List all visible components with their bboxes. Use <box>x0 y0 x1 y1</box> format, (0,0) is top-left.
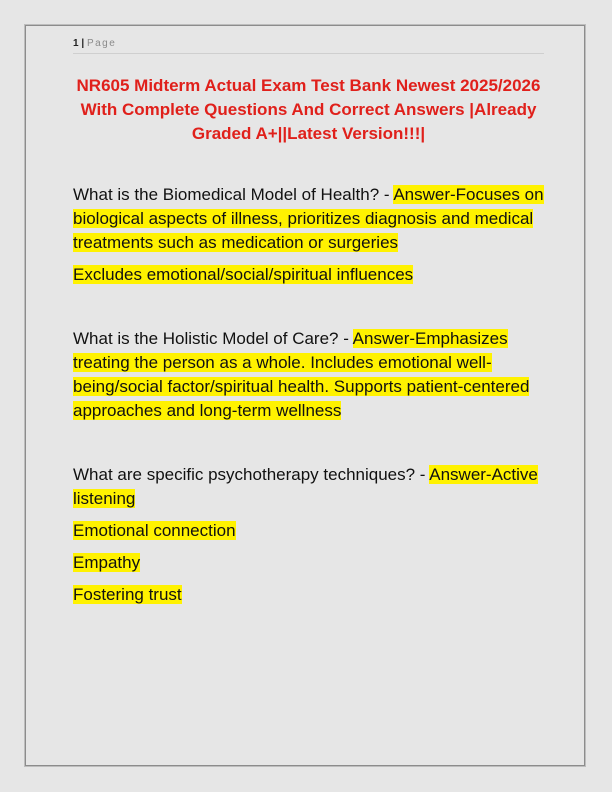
question-text: What is the Holistic Model of Care? - <box>73 329 353 348</box>
question-text: What is the Biomedical Model of Health? - <box>73 185 394 204</box>
qa-item <box>73 327 544 423</box>
page-number: 1 <box>73 38 79 49</box>
page-label: Page <box>86 38 117 49</box>
answer-extra-text: Excludes emotional/social/spiritual influences <box>73 265 414 284</box>
question-text: What are specific psychotherapy techniques? - <box>73 465 430 484</box>
qa-item <box>73 463 544 511</box>
answer-extra-line <box>73 551 544 575</box>
answer-text: Answer-Focuses on biological aspects of illness, prioritizes diagnosis and medical treatments such as medication or surgeries <box>73 185 544 252</box>
answer-extra-line <box>73 583 544 607</box>
answer-extra-line <box>73 519 544 543</box>
qa-item <box>73 183 544 255</box>
document-body <box>73 183 544 607</box>
answer-extra-text: Empathy <box>73 553 141 572</box>
page-header <box>73 37 544 54</box>
answer-extra-text: Emotional connection <box>73 521 236 540</box>
document-title: NR605 Midterm Actual Exam Test Bank Newest 2025/2026 With Complete Questions And Correct Answers |Already Graded A+||Latest Version!!!| <box>76 76 541 143</box>
answer-extra-line <box>73 263 544 287</box>
answer-extra-text: Fostering trust <box>73 585 182 604</box>
page-separator: | <box>81 38 85 49</box>
answer-text: Answer-Active listening <box>73 465 538 508</box>
document-page <box>25 25 585 766</box>
answer-text: Answer-Emphasizes treating the person as a whole. Includes emotional well-being/social factor/spiritual health. Supports patient-centered approaches and long-term wellness <box>73 329 530 420</box>
